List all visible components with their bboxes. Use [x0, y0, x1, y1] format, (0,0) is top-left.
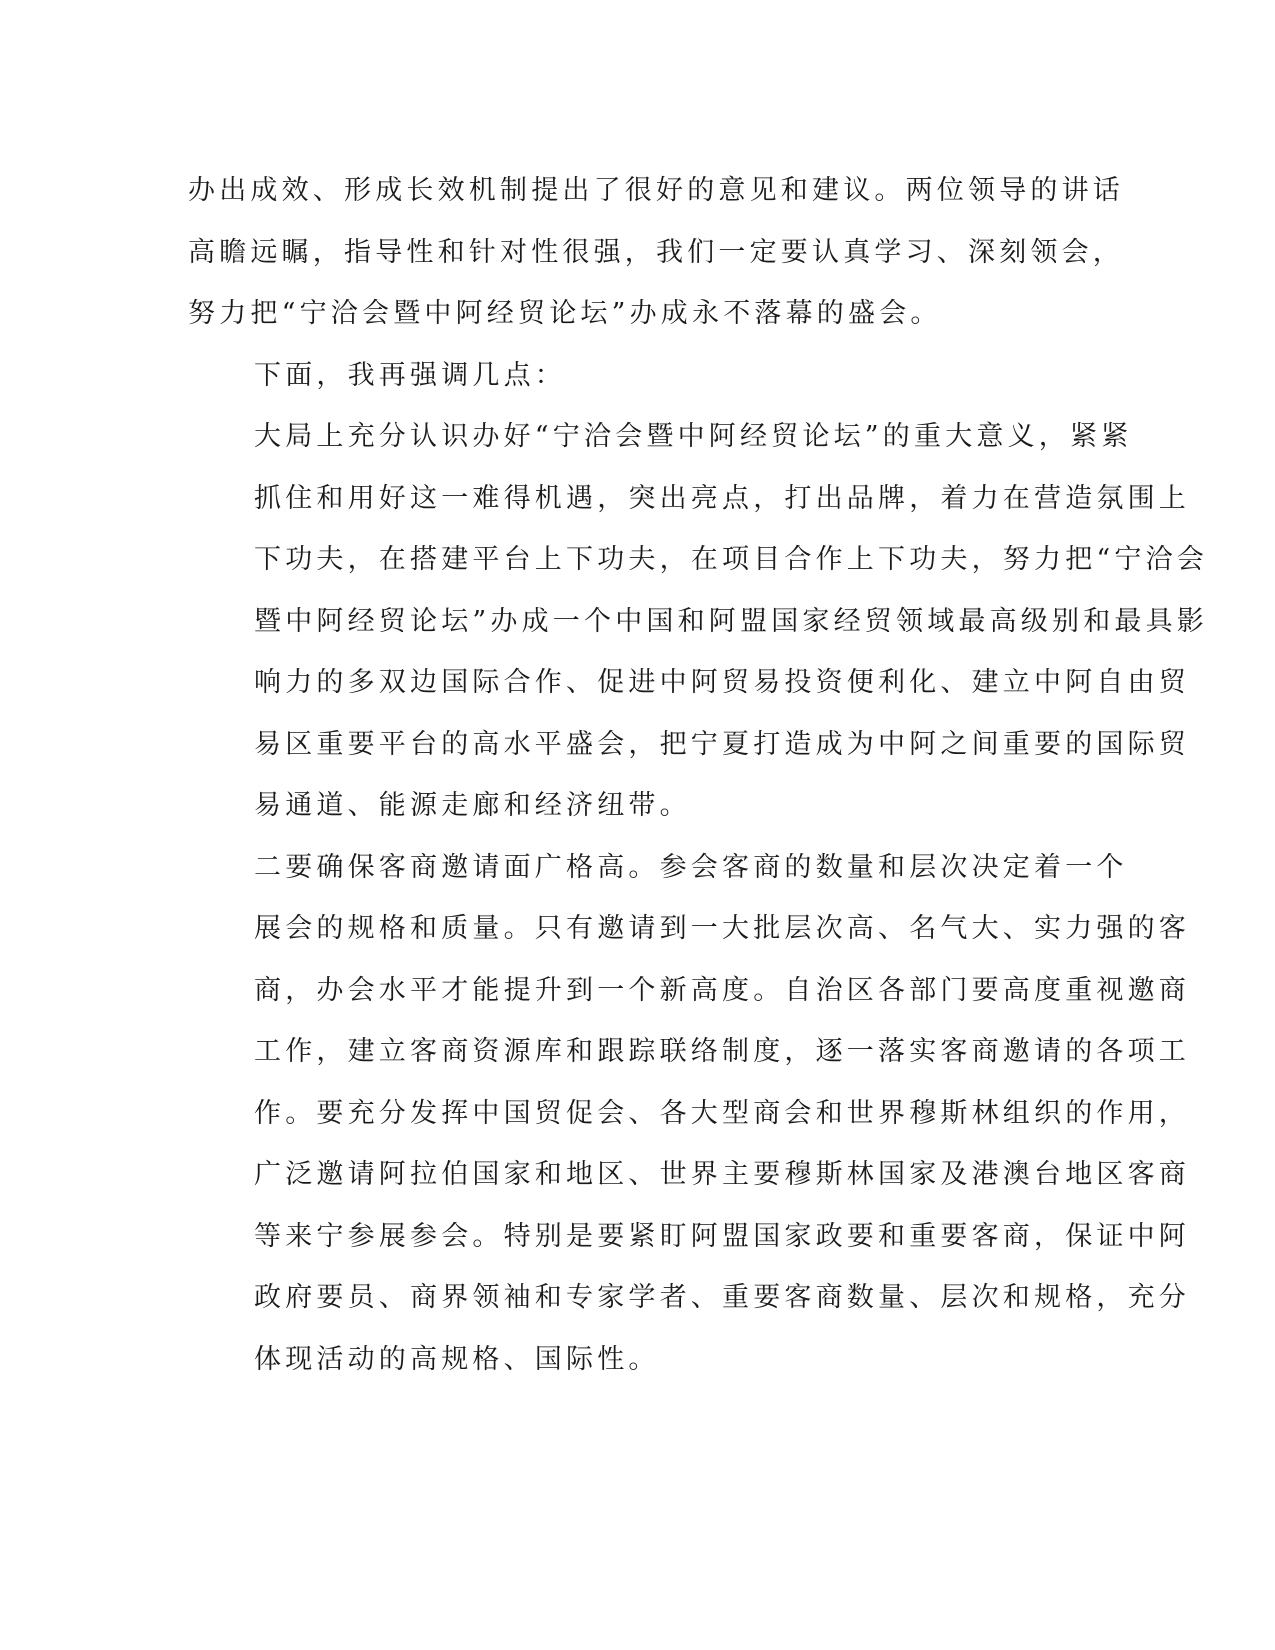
text-line: 响力的多双边国际合作、促进中阿贸易投资便利化、建立中阿自由贸: [254, 667, 1190, 698]
text-line: 作。要充分发挥中国贸促会、各大型商会和世界穆斯林组织的作用，: [254, 1097, 1190, 1129]
text-line: 等来宁参展参会。特别是要紧盯阿盟国家政要和重要客商，保证中阿: [254, 1220, 1190, 1252]
text-line: 体现活动的高规格、国际性。: [254, 1343, 660, 1375]
paragraph-4: [188, 837, 1190, 1391]
text-line: 办出成效、形成长效机制提出了很好的意见和建议。两位领导的讲话: [188, 175, 1124, 206]
document-body: [188, 160, 1209, 1390]
text-line: 大局上充分认识办好“宁洽会暨中阿经贸论坛”的重大意义，紧紧: [254, 421, 1133, 452]
text-line: 抓住和用好这一难得机遇，突出亮点，打出品牌，着力在营造氛围上: [254, 482, 1190, 514]
text-line: 下面，我再强调几点：: [254, 359, 566, 391]
text-line: 高瞻远瞩，指导性和针对性很强，我们一定要认真学习、深刻领会，: [188, 236, 1124, 268]
text-line: 暨中阿经贸论坛”办成一个中国和阿盟国家经贸领域最高级别和最具影: [254, 605, 1209, 637]
text-line: 努力把“宁洽会暨中阿经贸论坛”办成永不落幕的盛会。: [188, 298, 942, 329]
text-line: 展会的规格和质量。只有邀请到一大批层次高、名气大、实力强的客: [254, 913, 1190, 944]
text-line: 易通道、能源走廊和经济纽带。: [254, 790, 691, 821]
text-line: 易区重要平台的高水平盛会，把宁夏打造成为中阿之间重要的国际贸: [254, 728, 1190, 760]
text-line: 政府要员、商界领袖和专家学者、重要客商数量、层次和规格，充分: [254, 1282, 1190, 1313]
text-line: 商，办会水平才能提升到一个新高度。自治区各部门要高度重视邀商: [254, 974, 1190, 1006]
paragraph-3: [188, 406, 1209, 837]
paragraph-2: [188, 345, 1068, 407]
paragraph-1: [188, 160, 1124, 345]
text-line: 工作，建立客商资源库和跟踪联络制度，逐一落实客商邀请的各项工: [254, 1036, 1190, 1067]
text-line: 广泛邀请阿拉伯国家和地区、世界主要穆斯林国家及港澳台地区客商: [254, 1159, 1190, 1190]
text-line: 二要确保客商邀请面广格高。参会客商的数量和层次决定着一个: [254, 851, 1128, 883]
text-line: 下功夫，在搭建平台上下功夫，在项目合作上下功夫，努力把“宁洽会: [254, 544, 1209, 575]
